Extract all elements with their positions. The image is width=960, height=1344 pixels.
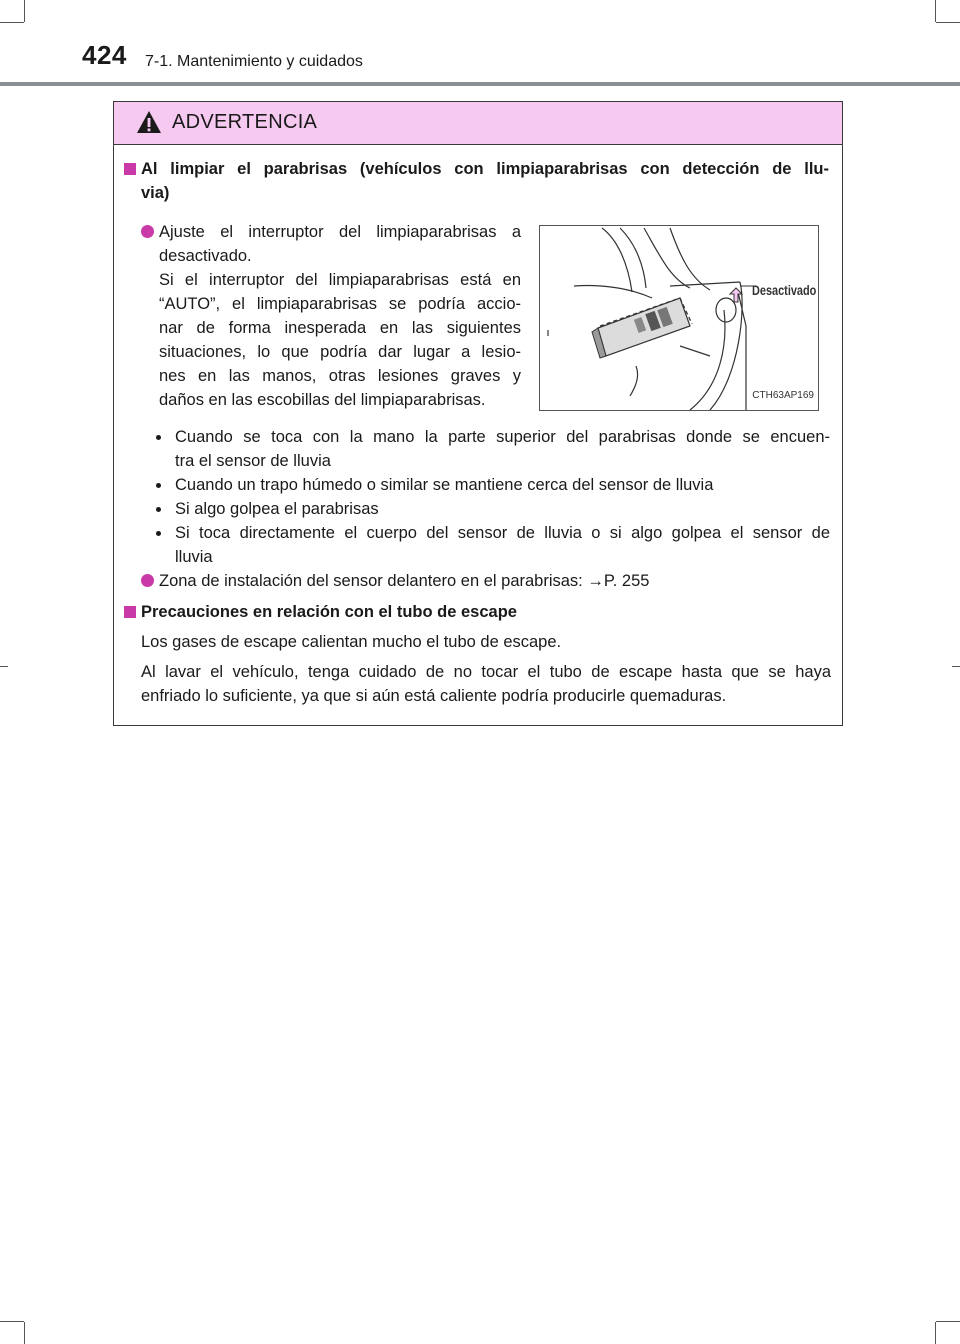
heading-line: via) [141,184,170,202]
item-line: “AUTO”, el limpiaparabrisas se podría accio- [159,295,521,313]
header-rule [0,82,960,86]
paragraph-line: enfriado lo suficiente, ya que si aún está caliente podría producirle quemaduras. [141,687,727,705]
item-line: daños en las escobillas del limpiaparabrisas. [159,391,486,409]
item-line: nar de forma inesperada en las siguientes [159,319,521,337]
crop-mark [936,1321,960,1322]
bullet-line: tra el sensor de lluvia [175,452,331,470]
warning-header [114,102,842,145]
item-line: desactivado. [159,247,252,265]
crop-mark [24,0,25,22]
crop-mark [936,22,960,23]
crop-mark [0,22,24,23]
paragraph [141,660,831,708]
list-item [114,425,830,473]
sub-bullet-list [114,425,830,569]
crop-mark [0,666,8,667]
bullet-line: Cuando se toca con la mano la parte superior del parabrisas donde se encuen- [175,428,830,446]
item-line: situaciones, lo que podría dar lugar a lesio- [159,343,521,361]
crop-mark [935,1322,936,1344]
item-line: Si el interruptor del limpiaparabrisas está en [159,271,521,289]
bullet-line: lluvia [175,548,213,566]
warning-title: ADVERTENCIA [172,111,318,133]
item-line: nes en las manos, otras lesiones graves y [159,367,521,385]
circle-bullet-icon [141,225,154,238]
list-item [114,521,830,569]
circle-bullet-icon [141,574,154,587]
square-bullet-icon [124,606,136,618]
bullet-dot-icon [156,507,161,512]
crop-mark [24,1322,25,1344]
crop-mark [935,0,936,22]
paragraph-line: Al lavar el vehículo, tenga cuidado de no tocar el tubo de escape hasta que se haya [141,663,831,681]
figure-label: Desactivado [752,282,817,298]
bullet-line: Cuando un trapo húmedo o similar se mantiene cerca del sensor de lluvia [175,476,714,494]
item-text: Zona de instalación del sensor delantero en el parabrisas: →P. 255 [159,572,650,590]
heading-line: Al limpiar el parabrisas (vehículos con limpiaparabrisas con detección de llu- [141,160,829,178]
crop-mark [952,666,960,667]
item-line: Ajuste el interruptor del limpiaparabrisas a [159,223,521,241]
page-number: 424 [82,40,127,70]
bullet-dot-icon [156,483,161,488]
paragraph: Los gases de escape calientan mucho el tubo de escape. [141,633,562,651]
heading-line: Precauciones en relación con el tubo de escape [141,603,517,621]
warning-box [113,101,843,726]
bullet-line: Si toca directamente el cuerpo del sensor de lluvia o si algo golpea el sensor de [175,524,830,542]
square-bullet-icon [124,163,136,175]
wiper-switch-figure [539,225,819,411]
figure-code: CTH63AP169 [752,390,814,401]
wiper-lever-illustration [540,226,818,410]
bullet-line: Si algo golpea el parabrisas [175,500,379,518]
warning-triangle-icon [136,110,162,134]
list-item [114,473,830,497]
bullet-dot-icon [156,435,161,440]
list-item [114,497,830,521]
crop-mark [0,1321,24,1322]
section-title: 7-1. Mantenimiento y cuidados [145,53,363,70]
bullet-dot-icon [156,531,161,536]
